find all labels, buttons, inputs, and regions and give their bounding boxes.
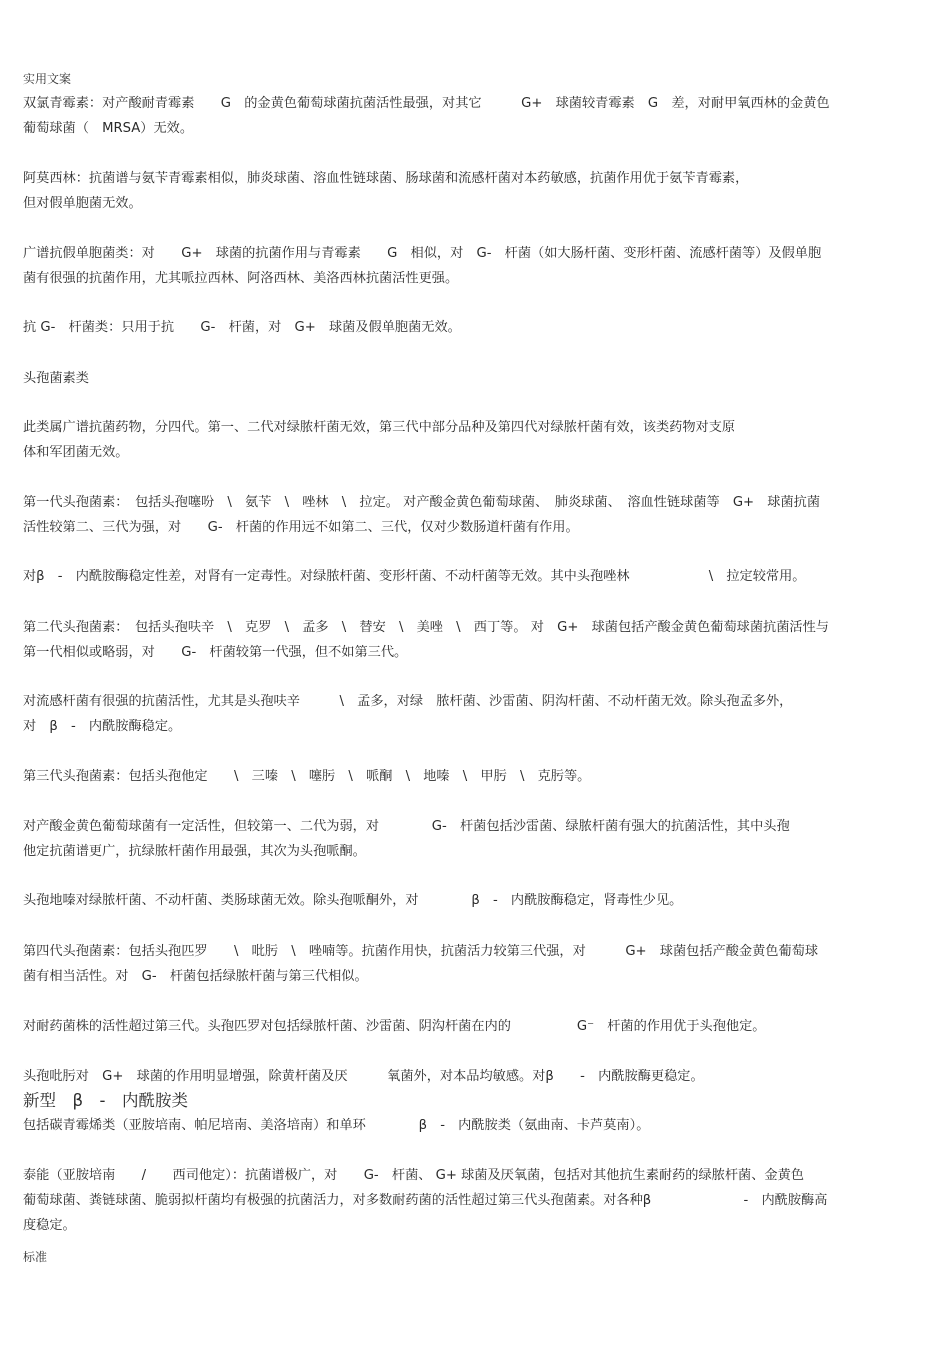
paragraph-carbapenems: [23, 1113, 649, 1138]
paragraph-third-gen-activity: [23, 814, 790, 864]
paragraph-second-gen-activity: [23, 689, 792, 739]
text-line: 第一代相似或略弱，对 G- 杆菌较第一代强，但不如第三代。: [23, 645, 408, 660]
page-header: 实用文案: [23, 72, 72, 86]
text-line: 葡萄球菌（ MRSA）无效。: [23, 121, 194, 136]
text-line: 对耐药菌株的活性超过第三代。头孢匹罗对包括绿脓杆菌、沙雷菌、阴沟杆菌在内的 G⁻ 杆菌的作用优于头孢他定。: [23, 1019, 766, 1034]
text-line: 第四代头孢菌素：包括头孢匹罗 \ 吡肟 \ 唑喃等。抗菌作用快，抗菌活力较第三代强，对 G+ 球菌包括产酸金黄色葡萄球: [23, 944, 819, 959]
text-line: 对 β - 内酰胺酶稳定。: [23, 719, 182, 734]
paragraph-cephalosporin-intro: [23, 415, 735, 465]
section-heading: 新型 β - 内酰胺类: [23, 1091, 188, 1110]
text-line: 泰能（亚胺培南 / 西司他定）：抗菌谱极广，对 G- 杆菌、 G+ 球菌及厌氧菌，包括对其他抗生素耐药的绿脓杆菌、金黄色: [23, 1168, 804, 1183]
text-line: 菌有很强的抗菌作用，尤其哌拉西林、阿洛西林、美洛西林抗菌活性更强。: [23, 271, 459, 286]
text-line: 第三代头孢菌素：包括头孢他定 \ 三嗪 \ 噻肟 \ 哌酮 \ 地嗪 \ 甲肟 \ 克肟等。: [23, 769, 591, 784]
text-line: 对β - 内酰胺酶稳定性差，对肾有一定毒性。对绿脓杆菌、变形杆菌、不动杆菌等无效。其中头孢唑林 \ 拉定较常用。: [23, 569, 806, 584]
page-footer: 标准: [23, 1250, 48, 1264]
paragraph-cefodizime: [23, 888, 682, 913]
paragraph-first-generation: [23, 490, 820, 540]
text-line: 度稳定。: [23, 1218, 76, 1233]
text-line: 头孢地嗪对绿脓杆菌、不动杆菌、类肠球菌无效。除头孢哌酮外，对 β - 内酰胺酶稳定，肾毒性少见。: [23, 893, 683, 908]
paragraph-resistant-strains: [23, 1014, 766, 1039]
paragraph-first-gen-stability: [23, 564, 806, 589]
section-heading-new-beta-lactams: [23, 1088, 188, 1113]
text-line: 头孢吡肟对 G+ 球菌的作用明显增强，除黄杆菌及厌 氧菌外，对本品均敏感。对β - 内酰胺酶更稳定。: [23, 1069, 704, 1084]
paragraph-amoxicillin: [23, 166, 748, 216]
text-line: 葡萄球菌、粪链球菌、脆弱拟杆菌均有极强的抗菌活力，对多数耐药菌的活性超过第三代头孢菌素。对各种β - 内酰胺酶高: [23, 1193, 828, 1208]
text-line: 包括碳青霉烯类（亚胺培南、帕尼培南、美洛培南）和单环 β - 内酰胺类（氨曲南、卡芦莫南）。: [23, 1118, 650, 1133]
text-line: 对流感杆菌有很强的抗菌活性，尤其是头孢呋辛 \ 孟多，对绿 脓杆菌、沙雷菌、阴沟杆菌、不动杆菌无效。除头孢孟多外，: [23, 694, 793, 709]
text-line: 但对假单胞菌无效。: [23, 196, 142, 211]
paragraph-second-generation: [23, 615, 829, 665]
text-line: 活性较第二、三代为强，对 G- 杆菌的作用远不如第二、三代，仅对少数肠道杆菌有作用。: [23, 520, 579, 535]
paragraph-third-generation: [23, 764, 590, 789]
text-line: 广谱抗假单胞菌类：对 G+ 球菌的抗菌作用与青霉素 G 相似，对 G- 杆菌（如大肠杆菌、变形杆菌、流感杆菌等）及假单胞: [23, 246, 822, 261]
text-line: 对产酸金黄色葡萄球菌有一定活性，但较第一、二代为弱，对 G- 杆菌包括沙雷菌、绿脓杆菌有强大的抗菌活性，其中头孢: [23, 819, 790, 834]
text-line: 第二代头孢菌素： 包括头孢呋辛 \ 克罗 \ 孟多 \ 替安 \ 美唑 \ 西丁等。 对 G+ 球菌包括产酸金黄色葡萄球菌抗菌活性与: [23, 620, 829, 635]
paragraph-tienam: [23, 1163, 827, 1238]
section-heading: 头孢菌素类: [23, 371, 89, 386]
text-line: 阿莫西林：抗菌谱与氨苄青霉素相似，肺炎球菌、溶血性链球菌、肠球菌和流感杆菌对本药敏感，抗菌作用优于氨苄青霉素，: [23, 171, 749, 186]
paragraph-anti-g-negative: [23, 315, 461, 340]
section-heading-cephalosporins: [23, 366, 89, 391]
text-line: 体和军团菌无效。: [23, 445, 129, 460]
text-line: 第一代头孢菌素： 包括头孢噻吩 \ 氨苄 \ 唑林 \ 拉定。 对产酸金黄色葡萄球菌、 肺炎球菌、 溶血性链球菌等 G+ 球菌抗菌: [23, 495, 821, 510]
text-line: 抗 G- 杆菌类：只用于抗 G- 杆菌，对 G+ 球菌及假单胞菌无效。: [23, 320, 461, 335]
text-line: 此类属广谱抗菌药物，分四代。第一、二代对绿脓杆菌无效，第三代中部分品种及第四代对绿脓杆菌有效，该类药物对支原: [23, 420, 736, 435]
text-line: 双氯青霉素：对产酸耐青霉素 G 的金黄色葡萄球菌抗菌活性最强，对其它 G+ 球菌较青霉素 G 差，对耐甲氧西林的金黄色: [23, 96, 830, 111]
text-line: 菌有相当活性。对 G- 杆菌包括绿脓杆菌与第三代相似。: [23, 969, 368, 984]
paragraph-anti-pseudomonas: [23, 241, 821, 291]
paragraph-cefepime: [23, 1064, 704, 1089]
text-line: 他定抗菌谱更广，抗绿脓杆菌作用最强，其次为头孢哌酮。: [23, 844, 366, 859]
paragraph-cloxacillin: [23, 91, 830, 141]
paragraph-fourth-generation: [23, 939, 818, 989]
